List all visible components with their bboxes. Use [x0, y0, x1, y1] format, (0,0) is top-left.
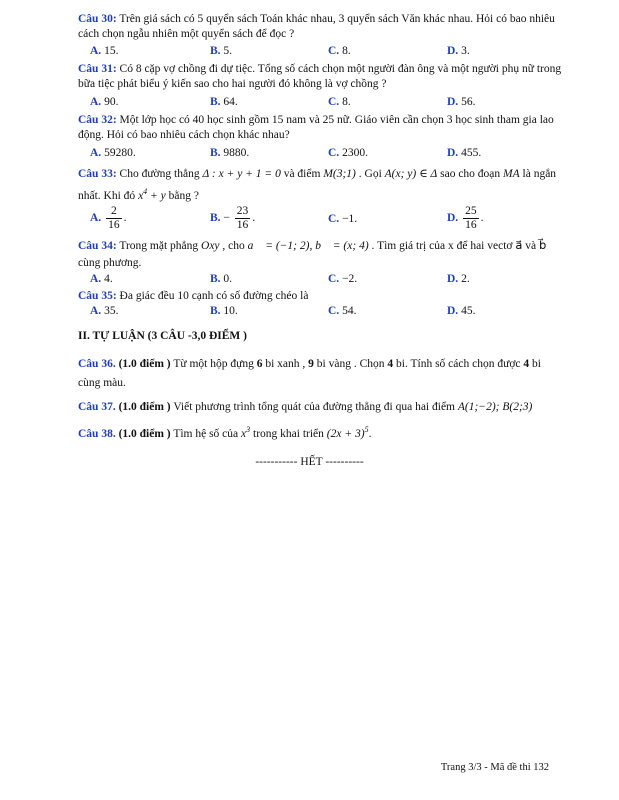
end-marker: ----------- HẾT ---------- — [255, 456, 364, 468]
options-34: A. 4. B. 0. C. −2. D. 2. — [90, 273, 470, 285]
options-33: A. $\frac{2}{16}$ . B. − $\frac{23}{16}$ . C. −1. D. $\frac{25}{16}$ . — [90, 205, 484, 231]
question-label: Câu 30: — [78, 13, 117, 25]
question-32: Câu 32: Một lớp học có 40 học sinh gồm 15 nam và 25 nữ. Giáo viên cần chọn 3 học sinh tham gia lao động. Hỏi có bao nhiêu cách chọn khác nhau? — [78, 114, 554, 141]
options-35: A. 35. B. 10. C. 54. D. 45. — [90, 305, 476, 317]
question-35: Câu 35: Đa giác đều 10 cạnh có số đường chéo là — [78, 290, 309, 302]
options-31: A. 90. B. 64. C. 8. D. 56. — [90, 96, 476, 108]
question-33: Câu 33: Cho đường thẳng Δ : x + y + 1 = 0 và điểm M(3;1) . Gọi A(x; y) ∈ Δ sao cho đoạn MA là ngắn nhất. Khi đó $x^4 + y$ bằng ? — [78, 168, 557, 202]
question-36: Câu 36. (1.0 điểm ) Từ một hộp đựng 6 bi xanh , 9 bi vàng . Chọn 4 bi. Tính số cách chọn được 4 bi cùng màu. — [78, 358, 541, 389]
question-38: Câu 38. (1.0 điểm ) Tìm hệ số của $x^3$ trong khai triển $(2x + 3)^5$. — [78, 425, 372, 440]
question-text: Trên giá sách có 5 quyển sách Toán khác nhau, 3 quyển sách Văn khác nhau. Hỏi có bao nhiêu cách chọn ngẫu nhiên một quyển sách để đọc ? — [78, 13, 555, 40]
question-34: Câu 34: Trong mặt phẳng Oxy , cho a⃗ = (−1; 2), b⃗ = (x; 4) . Tìm giá trị của x để hai vectơ a⃗ và b⃗ cùng phương. — [78, 240, 547, 269]
page-footer: Trang 3/3 - Mã đề thi 132 — [440, 762, 549, 773]
question-31: Câu 31: Có 8 cặp vợ chồng đi dự tiệc. Tổng số cách chọn một người đàn ông và một người phụ nữ trong bữa tiệc phát biểu ý kiến sao cho hai người đó không là vợ chồng ? — [78, 63, 562, 90]
options-32: A. 59280. B. 9880. C. 2300. D. 455. — [90, 147, 482, 159]
section-heading: II. TỰ LUẬN (3 CÂU -3,0 ĐIỂM ) — [78, 330, 247, 342]
question-37: Câu 37. (1.0 điểm ) Viết phương trình tổng quát của đường thẳng đi qua hai điểm A(1;−2); B(2;3) — [78, 401, 533, 413]
options-30: A. 15. B. 5. C. 8. D. 3. — [90, 45, 470, 57]
question-30 — [78, 12, 564, 42]
